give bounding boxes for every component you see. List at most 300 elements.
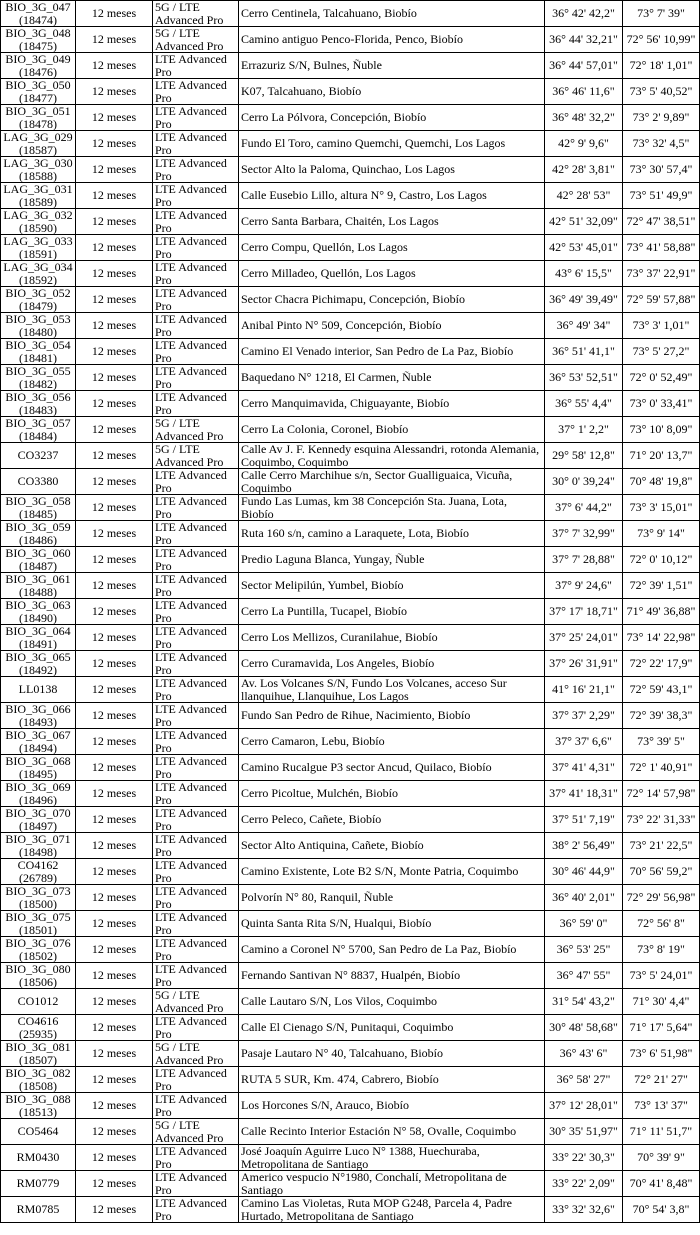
site-id-cell: BIO_3G_053 (18480) bbox=[1, 313, 76, 339]
address-cell: Cerro La Pólvora, Concepción, Biobío bbox=[239, 105, 545, 131]
latitude-cell: 37° 1' 2,2" bbox=[545, 417, 623, 443]
duration-cell: 12 meses bbox=[76, 547, 153, 573]
technology-cell: LTE Advanced Pro bbox=[153, 131, 239, 157]
site-id-cell: BIO_3G_061 (18488) bbox=[1, 573, 76, 599]
duration-cell: 12 meses bbox=[76, 391, 153, 417]
address-cell: Camino a Coronel N° 5700, San Pedro de La Paz, Biobío bbox=[239, 937, 545, 963]
site-id-cell: BIO_3G_055 (18482) bbox=[1, 365, 76, 391]
latitude-cell: 42° 51' 32,09" bbox=[545, 209, 623, 235]
technology-cell: LTE Advanced Pro bbox=[153, 261, 239, 287]
technology-cell: LTE Advanced Pro bbox=[153, 677, 239, 703]
site-id-cell: BIO_3G_070 (18497) bbox=[1, 807, 76, 833]
table-row bbox=[1, 781, 700, 807]
longitude-cell: 73° 41' 58,88" bbox=[623, 235, 700, 261]
latitude-cell: 33° 22' 2,09" bbox=[545, 1171, 623, 1197]
longitude-cell: 72° 29' 56,98" bbox=[623, 885, 700, 911]
table-row bbox=[1, 1067, 700, 1093]
table-row bbox=[1, 53, 700, 79]
longitude-cell: 73° 13' 37" bbox=[623, 1093, 700, 1119]
table-row bbox=[1, 989, 700, 1015]
site-id-cell: LAG_3G_030 (18588) bbox=[1, 157, 76, 183]
longitude-cell: 71° 20' 13,7" bbox=[623, 443, 700, 469]
site-id-cell: LL0138 bbox=[1, 677, 76, 703]
table-row bbox=[1, 937, 700, 963]
address-cell: Cerro Centinela, Talcahuano, Biobío bbox=[239, 1, 545, 27]
site-id-cell: BIO_3G_088 (18513) bbox=[1, 1093, 76, 1119]
duration-cell: 12 meses bbox=[76, 521, 153, 547]
technology-cell: LTE Advanced Pro bbox=[153, 911, 239, 937]
technology-cell: LTE Advanced Pro bbox=[153, 157, 239, 183]
duration-cell: 12 meses bbox=[76, 703, 153, 729]
duration-cell: 12 meses bbox=[76, 885, 153, 911]
table-row bbox=[1, 573, 700, 599]
duration-cell: 12 meses bbox=[76, 365, 153, 391]
site-id-cell: BIO_3G_051 (18478) bbox=[1, 105, 76, 131]
latitude-cell: 36° 51' 41,1" bbox=[545, 339, 623, 365]
latitude-cell: 42° 9' 9,6" bbox=[545, 131, 623, 157]
technology-cell: LTE Advanced Pro bbox=[153, 183, 239, 209]
latitude-cell: 37° 12' 28,01" bbox=[545, 1093, 623, 1119]
latitude-cell: 36° 58' 27" bbox=[545, 1067, 623, 1093]
longitude-cell: 71° 49' 36,88" bbox=[623, 599, 700, 625]
duration-cell: 12 meses bbox=[76, 859, 153, 885]
technology-cell: LTE Advanced Pro bbox=[153, 287, 239, 313]
table-row bbox=[1, 1, 700, 27]
technology-cell: LTE Advanced Pro bbox=[153, 1171, 239, 1197]
technology-cell: LTE Advanced Pro bbox=[153, 859, 239, 885]
site-id-cell: BIO_3G_067 (18494) bbox=[1, 729, 76, 755]
duration-cell: 12 meses bbox=[76, 157, 153, 183]
technology-cell: 5G / LTE Advanced Pro bbox=[153, 989, 239, 1015]
table-row bbox=[1, 911, 700, 937]
address-cell: Camino Rucalgue P3 sector Ancud, Quilaco, Biobío bbox=[239, 755, 545, 781]
technology-cell: LTE Advanced Pro bbox=[153, 339, 239, 365]
site-id-cell: BIO_3G_047 (18474) bbox=[1, 1, 76, 27]
latitude-cell: 36° 53' 25" bbox=[545, 937, 623, 963]
latitude-cell: 36° 40' 2,01" bbox=[545, 885, 623, 911]
table-row bbox=[1, 521, 700, 547]
latitude-cell: 36° 43' 6" bbox=[545, 1041, 623, 1067]
longitude-cell: 73° 51' 49,9" bbox=[623, 183, 700, 209]
duration-cell: 12 meses bbox=[76, 599, 153, 625]
table-row bbox=[1, 105, 700, 131]
technology-cell: LTE Advanced Pro bbox=[153, 651, 239, 677]
latitude-cell: 38° 2' 56,49" bbox=[545, 833, 623, 859]
latitude-cell: 36° 46' 11,6" bbox=[545, 79, 623, 105]
duration-cell: 12 meses bbox=[76, 105, 153, 131]
duration-cell: 12 meses bbox=[76, 1067, 153, 1093]
duration-cell: 12 meses bbox=[76, 755, 153, 781]
longitude-cell: 72° 21' 27" bbox=[623, 1067, 700, 1093]
longitude-cell: 72° 59' 43,1" bbox=[623, 677, 700, 703]
site-id-cell: BIO_3G_082 (18508) bbox=[1, 1067, 76, 1093]
latitude-cell: 30° 46' 44,9" bbox=[545, 859, 623, 885]
duration-cell: 12 meses bbox=[76, 469, 153, 495]
technology-cell: LTE Advanced Pro bbox=[153, 807, 239, 833]
table-row bbox=[1, 495, 700, 521]
duration-cell: 12 meses bbox=[76, 781, 153, 807]
table-row bbox=[1, 131, 700, 157]
longitude-cell: 73° 2' 9,89" bbox=[623, 105, 700, 131]
address-cell: Anibal Pinto N° 509, Concepción, Biobío bbox=[239, 313, 545, 339]
latitude-cell: 37° 9' 24,6" bbox=[545, 573, 623, 599]
latitude-cell: 37° 7' 28,88" bbox=[545, 547, 623, 573]
technology-cell: LTE Advanced Pro bbox=[153, 365, 239, 391]
technology-cell: 5G / LTE Advanced Pro bbox=[153, 1, 239, 27]
site-id-cell: BIO_3G_060 (18487) bbox=[1, 547, 76, 573]
duration-cell: 12 meses bbox=[76, 1093, 153, 1119]
latitude-cell: 36° 44' 32,21" bbox=[545, 27, 623, 53]
duration-cell: 12 meses bbox=[76, 833, 153, 859]
table-row bbox=[1, 1171, 700, 1197]
latitude-cell: 29° 58' 12,8" bbox=[545, 443, 623, 469]
latitude-cell: 36° 53' 52,51" bbox=[545, 365, 623, 391]
latitude-cell: 36° 49' 39,49" bbox=[545, 287, 623, 313]
address-cell: Baquedano N° 1218, El Carmen, Ñuble bbox=[239, 365, 545, 391]
latitude-cell: 37° 37' 6,6" bbox=[545, 729, 623, 755]
latitude-cell: 41° 16' 21,1" bbox=[545, 677, 623, 703]
table-row bbox=[1, 79, 700, 105]
technology-cell: LTE Advanced Pro bbox=[153, 599, 239, 625]
technology-cell: LTE Advanced Pro bbox=[153, 469, 239, 495]
duration-cell: 12 meses bbox=[76, 417, 153, 443]
site-id-cell: BIO_3G_058 (18485) bbox=[1, 495, 76, 521]
duration-cell: 12 meses bbox=[76, 989, 153, 1015]
technology-cell: LTE Advanced Pro bbox=[153, 833, 239, 859]
table-row bbox=[1, 599, 700, 625]
latitude-cell: 37° 37' 2,29" bbox=[545, 703, 623, 729]
table-row bbox=[1, 833, 700, 859]
table-row bbox=[1, 1119, 700, 1145]
longitude-cell: 73° 5' 27,2" bbox=[623, 339, 700, 365]
latitude-cell: 37° 17' 18,71" bbox=[545, 599, 623, 625]
longitude-cell: 73° 10' 8,09" bbox=[623, 417, 700, 443]
technology-cell: LTE Advanced Pro bbox=[153, 53, 239, 79]
longitude-cell: 71° 17' 5,64" bbox=[623, 1015, 700, 1041]
address-cell: Calle Lautaro S/N, Los Vilos, Coquimbo bbox=[239, 989, 545, 1015]
address-cell: Quinta Santa Rita S/N, Hualqui, Biobío bbox=[239, 911, 545, 937]
latitude-cell: 37° 25' 24,01" bbox=[545, 625, 623, 651]
longitude-cell: 73° 22' 31,33" bbox=[623, 807, 700, 833]
latitude-cell: 36° 44' 57,01" bbox=[545, 53, 623, 79]
address-cell: Calle Av J. F. Kennedy esquina Alessandri, rotonda Alemania, Coquimbo, Coquimbo bbox=[239, 443, 545, 469]
latitude-cell: 36° 42' 42,2" bbox=[545, 1, 623, 27]
address-cell: Av. Los Volcanes S/N, Fundo Los Volcanes, acceso Sur llanquihue, Llanquihue, Los Lagos bbox=[239, 677, 545, 703]
address-cell: Fundo El Toro, camino Quemchi, Quemchi, Los Lagos bbox=[239, 131, 545, 157]
latitude-cell: 42° 28' 53" bbox=[545, 183, 623, 209]
table-row bbox=[1, 651, 700, 677]
duration-cell: 12 meses bbox=[76, 1145, 153, 1171]
longitude-cell: 73° 5' 40,52" bbox=[623, 79, 700, 105]
duration-cell: 12 meses bbox=[76, 1171, 153, 1197]
table-row bbox=[1, 1197, 700, 1223]
longitude-cell: 72° 56' 10,99" bbox=[623, 27, 700, 53]
address-cell: Camino Las Violetas, Ruta MOP G248, Parcela 4, Padre Hurtado, Metropolitana de Santiago bbox=[239, 1197, 545, 1223]
duration-cell: 12 meses bbox=[76, 937, 153, 963]
address-cell: Americo vespucio N°1980, Conchalí, Metropolitana de Santiago bbox=[239, 1171, 545, 1197]
technology-cell: LTE Advanced Pro bbox=[153, 573, 239, 599]
technology-cell: LTE Advanced Pro bbox=[153, 391, 239, 417]
duration-cell: 12 meses bbox=[76, 729, 153, 755]
table-row bbox=[1, 313, 700, 339]
address-cell: Sector Chacra Pichimapu, Concepción, Biobío bbox=[239, 287, 545, 313]
site-id-cell: BIO_3G_076 (18502) bbox=[1, 937, 76, 963]
address-cell: Cerro Manquimavida, Chiguayante, Biobío bbox=[239, 391, 545, 417]
longitude-cell: 72° 56' 8" bbox=[623, 911, 700, 937]
longitude-cell: 73° 0' 33,41" bbox=[623, 391, 700, 417]
table-row bbox=[1, 27, 700, 53]
site-id-cell: BIO_3G_050 (18477) bbox=[1, 79, 76, 105]
site-id-cell: CO3237 bbox=[1, 443, 76, 469]
site-id-cell: BIO_3G_056 (18483) bbox=[1, 391, 76, 417]
longitude-cell: 72° 14' 57,98" bbox=[623, 781, 700, 807]
site-id-cell: CO4162 (26789) bbox=[1, 859, 76, 885]
site-id-cell: CO3380 bbox=[1, 469, 76, 495]
longitude-cell: 73° 32' 4,5" bbox=[623, 131, 700, 157]
latitude-cell: 36° 47' 55" bbox=[545, 963, 623, 989]
site-id-cell: BIO_3G_068 (18495) bbox=[1, 755, 76, 781]
address-cell: Camino antiguo Penco-Florida, Penco, Biobío bbox=[239, 27, 545, 53]
duration-cell: 12 meses bbox=[76, 1119, 153, 1145]
address-cell: Cerro Compu, Quellón, Los Lagos bbox=[239, 235, 545, 261]
site-id-cell: CO1012 bbox=[1, 989, 76, 1015]
technology-cell: LTE Advanced Pro bbox=[153, 755, 239, 781]
table-row bbox=[1, 287, 700, 313]
table-row bbox=[1, 1093, 700, 1119]
latitude-cell: 30° 35' 51,97" bbox=[545, 1119, 623, 1145]
technology-cell: 5G / LTE Advanced Pro bbox=[153, 1041, 239, 1067]
longitude-cell: 70° 48' 19,8" bbox=[623, 469, 700, 495]
technology-cell: LTE Advanced Pro bbox=[153, 1197, 239, 1223]
latitude-cell: 37° 6' 44,2" bbox=[545, 495, 623, 521]
table-row bbox=[1, 443, 700, 469]
address-cell: Camino Existente, Lote B2 S/N, Monte Patria, Coquimbo bbox=[239, 859, 545, 885]
technology-cell: 5G / LTE Advanced Pro bbox=[153, 417, 239, 443]
site-id-cell: BIO_3G_063 (18490) bbox=[1, 599, 76, 625]
longitude-cell: 71° 11' 51,7" bbox=[623, 1119, 700, 1145]
duration-cell: 12 meses bbox=[76, 1, 153, 27]
table-row bbox=[1, 703, 700, 729]
site-id-cell: BIO_3G_080 (18506) bbox=[1, 963, 76, 989]
address-cell: Calle El Cienago S/N, Punitaqui, Coquimbo bbox=[239, 1015, 545, 1041]
address-cell: Sector Melipilún, Yumbel, Biobío bbox=[239, 573, 545, 599]
longitude-cell: 72° 18' 1,01" bbox=[623, 53, 700, 79]
duration-cell: 12 meses bbox=[76, 209, 153, 235]
technology-cell: LTE Advanced Pro bbox=[153, 625, 239, 651]
table-row bbox=[1, 339, 700, 365]
site-id-cell: RM0779 bbox=[1, 1171, 76, 1197]
duration-cell: 12 meses bbox=[76, 287, 153, 313]
longitude-cell: 72° 0' 52,49" bbox=[623, 365, 700, 391]
longitude-cell: 73° 8' 19" bbox=[623, 937, 700, 963]
table-row bbox=[1, 677, 700, 703]
table-row bbox=[1, 807, 700, 833]
address-cell: Cerro Peleco, Cañete, Biobío bbox=[239, 807, 545, 833]
table-row bbox=[1, 547, 700, 573]
table-row bbox=[1, 157, 700, 183]
address-cell: Cerro Curamavida, Los Angeles, Biobío bbox=[239, 651, 545, 677]
table-row bbox=[1, 417, 700, 443]
technology-cell: LTE Advanced Pro bbox=[153, 547, 239, 573]
table-row bbox=[1, 885, 700, 911]
longitude-cell: 73° 30' 57,4" bbox=[623, 157, 700, 183]
address-cell: Camino El Venado interior, San Pedro de La Paz, Biobío bbox=[239, 339, 545, 365]
address-cell: Calle Recinto Interior Estación N° 58, Ovalle, Coquimbo bbox=[239, 1119, 545, 1145]
duration-cell: 12 meses bbox=[76, 651, 153, 677]
latitude-cell: 37° 26' 31,91" bbox=[545, 651, 623, 677]
technology-cell: LTE Advanced Pro bbox=[153, 1067, 239, 1093]
sites-table-body bbox=[1, 1, 700, 1223]
table-row bbox=[1, 235, 700, 261]
technology-cell: LTE Advanced Pro bbox=[153, 1145, 239, 1171]
technology-cell: LTE Advanced Pro bbox=[153, 209, 239, 235]
duration-cell: 12 meses bbox=[76, 131, 153, 157]
address-cell: Calle Cerro Marchihue s/n, Sector Gualliguaica, Vicuña, Coquimbo bbox=[239, 469, 545, 495]
site-id-cell: BIO_3G_052 (18479) bbox=[1, 287, 76, 313]
technology-cell: LTE Advanced Pro bbox=[153, 235, 239, 261]
latitude-cell: 30° 0' 39,24" bbox=[545, 469, 623, 495]
table-row bbox=[1, 755, 700, 781]
address-cell: Cerro Los Mellizos, Curanilahue, Biobío bbox=[239, 625, 545, 651]
technology-cell: LTE Advanced Pro bbox=[153, 313, 239, 339]
technology-cell: 5G / LTE Advanced Pro bbox=[153, 443, 239, 469]
technology-cell: LTE Advanced Pro bbox=[153, 781, 239, 807]
duration-cell: 12 meses bbox=[76, 261, 153, 287]
latitude-cell: 37° 51' 7,19" bbox=[545, 807, 623, 833]
longitude-cell: 72° 0' 10,12" bbox=[623, 547, 700, 573]
table-row bbox=[1, 1145, 700, 1171]
table-row bbox=[1, 625, 700, 651]
latitude-cell: 36° 49' 34" bbox=[545, 313, 623, 339]
address-cell: Cerro Milladeo, Quellón, Los Lagos bbox=[239, 261, 545, 287]
technology-cell: LTE Advanced Pro bbox=[153, 1093, 239, 1119]
address-cell: Cerro Picoltue, Mulchén, Biobío bbox=[239, 781, 545, 807]
site-id-cell: LAG_3G_034 (18592) bbox=[1, 261, 76, 287]
table-row bbox=[1, 729, 700, 755]
duration-cell: 12 meses bbox=[76, 677, 153, 703]
latitude-cell: 31° 54' 43,2" bbox=[545, 989, 623, 1015]
duration-cell: 12 meses bbox=[76, 27, 153, 53]
table-row bbox=[1, 963, 700, 989]
longitude-cell: 72° 39' 1,51" bbox=[623, 573, 700, 599]
site-id-cell: BIO_3G_075 (18501) bbox=[1, 911, 76, 937]
site-id-cell: CO4616 (25935) bbox=[1, 1015, 76, 1041]
longitude-cell: 73° 37' 22,91" bbox=[623, 261, 700, 287]
longitude-cell: 73° 7' 39" bbox=[623, 1, 700, 27]
site-id-cell: CO5464 bbox=[1, 1119, 76, 1145]
latitude-cell: 42° 28' 3,81" bbox=[545, 157, 623, 183]
technology-cell: LTE Advanced Pro bbox=[153, 105, 239, 131]
latitude-cell: 43° 6' 15,5" bbox=[545, 261, 623, 287]
address-cell: Fundo Las Lumas, km 38 Concepción Sta. Juana, Lota, Biobío bbox=[239, 495, 545, 521]
longitude-cell: 73° 5' 24,01" bbox=[623, 963, 700, 989]
technology-cell: LTE Advanced Pro bbox=[153, 79, 239, 105]
longitude-cell: 72° 59' 57,88" bbox=[623, 287, 700, 313]
duration-cell: 12 meses bbox=[76, 911, 153, 937]
duration-cell: 12 meses bbox=[76, 443, 153, 469]
technology-cell: LTE Advanced Pro bbox=[153, 1015, 239, 1041]
duration-cell: 12 meses bbox=[76, 79, 153, 105]
address-cell: Cerro La Colonia, Coronel, Biobío bbox=[239, 417, 545, 443]
site-id-cell: BIO_3G_054 (18481) bbox=[1, 339, 76, 365]
latitude-cell: 30° 48' 58,68" bbox=[545, 1015, 623, 1041]
latitude-cell: 37° 7' 32,99" bbox=[545, 521, 623, 547]
site-id-cell: BIO_3G_057 (18484) bbox=[1, 417, 76, 443]
longitude-cell: 73° 39' 5" bbox=[623, 729, 700, 755]
longitude-cell: 73° 21' 22,5" bbox=[623, 833, 700, 859]
site-id-cell: LAG_3G_033 (18591) bbox=[1, 235, 76, 261]
address-cell: Pasaje Lautaro N° 40, Talcahuano, Biobío bbox=[239, 1041, 545, 1067]
longitude-cell: 70° 54' 3,8" bbox=[623, 1197, 700, 1223]
address-cell: Ruta 160 s/n, camino a Laraquete, Lota, Biobío bbox=[239, 521, 545, 547]
address-cell: Sector Alto Antiquina, Cañete, Biobío bbox=[239, 833, 545, 859]
longitude-cell: 73° 14' 22,98" bbox=[623, 625, 700, 651]
latitude-cell: 42° 53' 45,01" bbox=[545, 235, 623, 261]
site-id-cell: BIO_3G_066 (18493) bbox=[1, 703, 76, 729]
latitude-cell: 36° 55' 4,4" bbox=[545, 391, 623, 417]
duration-cell: 12 meses bbox=[76, 963, 153, 989]
latitude-cell: 37° 41' 4,31" bbox=[545, 755, 623, 781]
duration-cell: 12 meses bbox=[76, 183, 153, 209]
latitude-cell: 37° 41' 18,31" bbox=[545, 781, 623, 807]
site-id-cell: RM0785 bbox=[1, 1197, 76, 1223]
longitude-cell: 72° 39' 38,3" bbox=[623, 703, 700, 729]
site-id-cell: RM0430 bbox=[1, 1145, 76, 1171]
table-row bbox=[1, 391, 700, 417]
duration-cell: 12 meses bbox=[76, 1041, 153, 1067]
site-id-cell: BIO_3G_065 (18492) bbox=[1, 651, 76, 677]
duration-cell: 12 meses bbox=[76, 573, 153, 599]
site-id-cell: BIO_3G_059 (18486) bbox=[1, 521, 76, 547]
technology-cell: 5G / LTE Advanced Pro bbox=[153, 1119, 239, 1145]
longitude-cell: 72° 47' 38,51" bbox=[623, 209, 700, 235]
duration-cell: 12 meses bbox=[76, 1015, 153, 1041]
technology-cell: 5G / LTE Advanced Pro bbox=[153, 27, 239, 53]
site-id-cell: LAG_3G_031 (18589) bbox=[1, 183, 76, 209]
address-cell: Fundo San Pedro de Rihue, Nacimiento, Biobío bbox=[239, 703, 545, 729]
site-id-cell: BIO_3G_049 (18476) bbox=[1, 53, 76, 79]
address-cell: RUTA 5 SUR, Km. 474, Cabrero, Biobío bbox=[239, 1067, 545, 1093]
duration-cell: 12 meses bbox=[76, 313, 153, 339]
longitude-cell: 73° 9' 14" bbox=[623, 521, 700, 547]
duration-cell: 12 meses bbox=[76, 53, 153, 79]
table-row bbox=[1, 261, 700, 287]
site-id-cell: BIO_3G_064 (18491) bbox=[1, 625, 76, 651]
site-id-cell: BIO_3G_073 (18500) bbox=[1, 885, 76, 911]
duration-cell: 12 meses bbox=[76, 339, 153, 365]
longitude-cell: 70° 56' 59,2" bbox=[623, 859, 700, 885]
address-cell: Sector Alto la Paloma, Quinchao, Los Lagos bbox=[239, 157, 545, 183]
address-cell: Errazuriz S/N, Bulnes, Ñuble bbox=[239, 53, 545, 79]
latitude-cell: 36° 59' 0" bbox=[545, 911, 623, 937]
table-row bbox=[1, 209, 700, 235]
address-cell: Cerro Camaron, Lebu, Biobío bbox=[239, 729, 545, 755]
longitude-cell: 73° 3' 15,01" bbox=[623, 495, 700, 521]
address-cell: Polvorín N° 80, Ranquil, Ñuble bbox=[239, 885, 545, 911]
site-id-cell: LAG_3G_032 (18590) bbox=[1, 209, 76, 235]
longitude-cell: 70° 39' 9" bbox=[623, 1145, 700, 1171]
address-cell: Predio Laguna Blanca, Yungay, Ñuble bbox=[239, 547, 545, 573]
duration-cell: 12 meses bbox=[76, 495, 153, 521]
longitude-cell: 70° 41' 8,48" bbox=[623, 1171, 700, 1197]
site-id-cell: LAG_3G_029 (18587) bbox=[1, 131, 76, 157]
address-cell: Fernando Santivan N° 8837, Hualpén, Biobío bbox=[239, 963, 545, 989]
address-cell: Calle Eusebio Lillo, altura N° 9, Castro, Los Lagos bbox=[239, 183, 545, 209]
site-id-cell: BIO_3G_081 (18507) bbox=[1, 1041, 76, 1067]
longitude-cell: 72° 1' 40,91" bbox=[623, 755, 700, 781]
duration-cell: 12 meses bbox=[76, 1197, 153, 1223]
duration-cell: 12 meses bbox=[76, 807, 153, 833]
